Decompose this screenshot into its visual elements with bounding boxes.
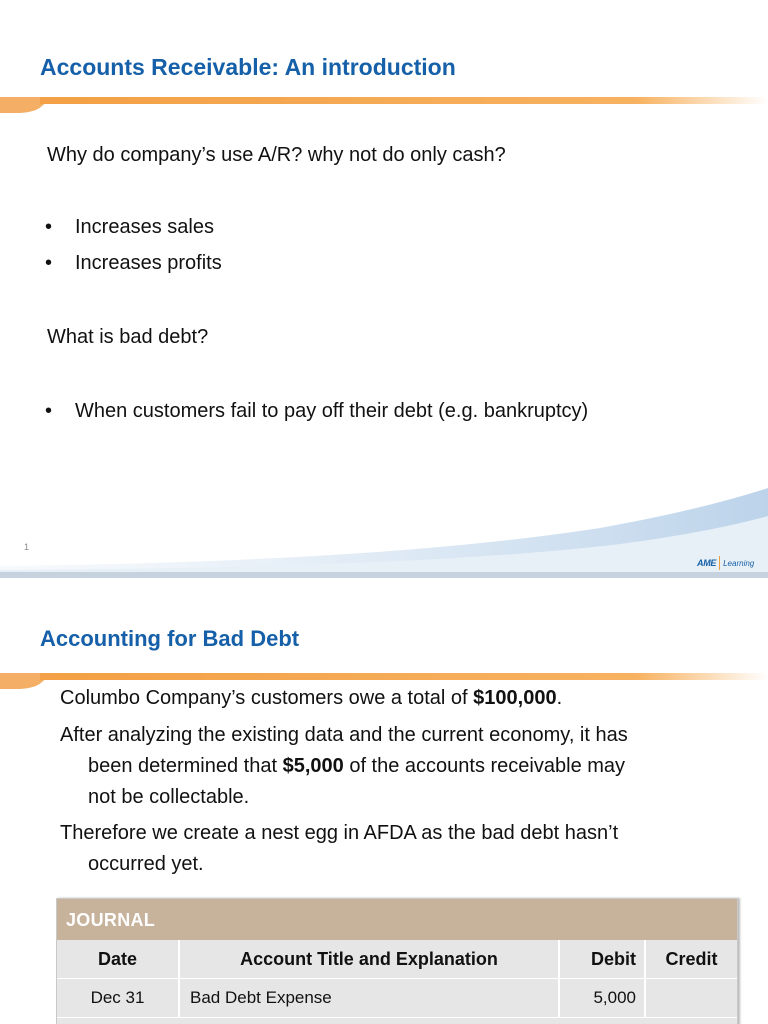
question-why-ar: Why do company’s use A/R? why not do only cash? (47, 144, 506, 166)
cell-credit (646, 979, 737, 1017)
paragraph-afda-line1: Therefore we create a nest egg in AFDA as the bad debt hasn’t (60, 822, 619, 844)
title-accent-bar (0, 92, 768, 118)
paragraph-total-owed: Columbo Company’s customers owe a total of $100,000. (60, 687, 563, 709)
slide-2 (0, 594, 768, 1024)
table-row (57, 979, 737, 1018)
paragraph-analysis-line2: been determined that $5,000 of the accounts receivable may (88, 755, 626, 777)
slide-1-title: Accounts Receivable: An introduction (40, 54, 456, 80)
bullet-dot: • (45, 216, 53, 238)
slide-number: 1 (24, 542, 30, 552)
ame-learning-logo: AME Learning (697, 558, 755, 568)
paragraph-analysis-line1: After analyzing the existing data and the current economy, it has (60, 724, 628, 746)
bullet-dot: • (45, 400, 53, 422)
footer-swoosh (0, 488, 768, 578)
column-header-credit: Credit (665, 949, 718, 969)
cell-account: Bad Debt Expense (180, 979, 560, 1017)
column-header-date: Date (57, 940, 180, 978)
bullet-item: • When customers fail to pay off their debt (e.g. bankruptcy) (45, 400, 589, 422)
paragraph-analysis-line3: not be collectable. (88, 786, 250, 808)
amount-uncollectable: $5,000 (282, 755, 344, 777)
bullet-item: • Increases sales (45, 216, 214, 238)
amount-total: $100,000 (473, 687, 557, 709)
column-header-account: Account Title and Explanation (180, 940, 560, 978)
bullet-item: • Increases profits (45, 252, 222, 274)
paragraph-afda-line2: occurred yet. (88, 853, 204, 875)
bullet-dot: • (45, 252, 53, 274)
cell-debit: 5,000 (560, 979, 646, 1017)
journal-header-row (57, 940, 737, 979)
journal-title: JOURNAL (57, 899, 737, 940)
slide-2-title: Accounting for Bad Debt (40, 626, 300, 651)
cell-date: Dec 31 (57, 979, 180, 1017)
question-bad-debt: What is bad debt? (47, 326, 209, 348)
journal-table (56, 898, 738, 1024)
column-header-debit: Debit (560, 940, 646, 978)
